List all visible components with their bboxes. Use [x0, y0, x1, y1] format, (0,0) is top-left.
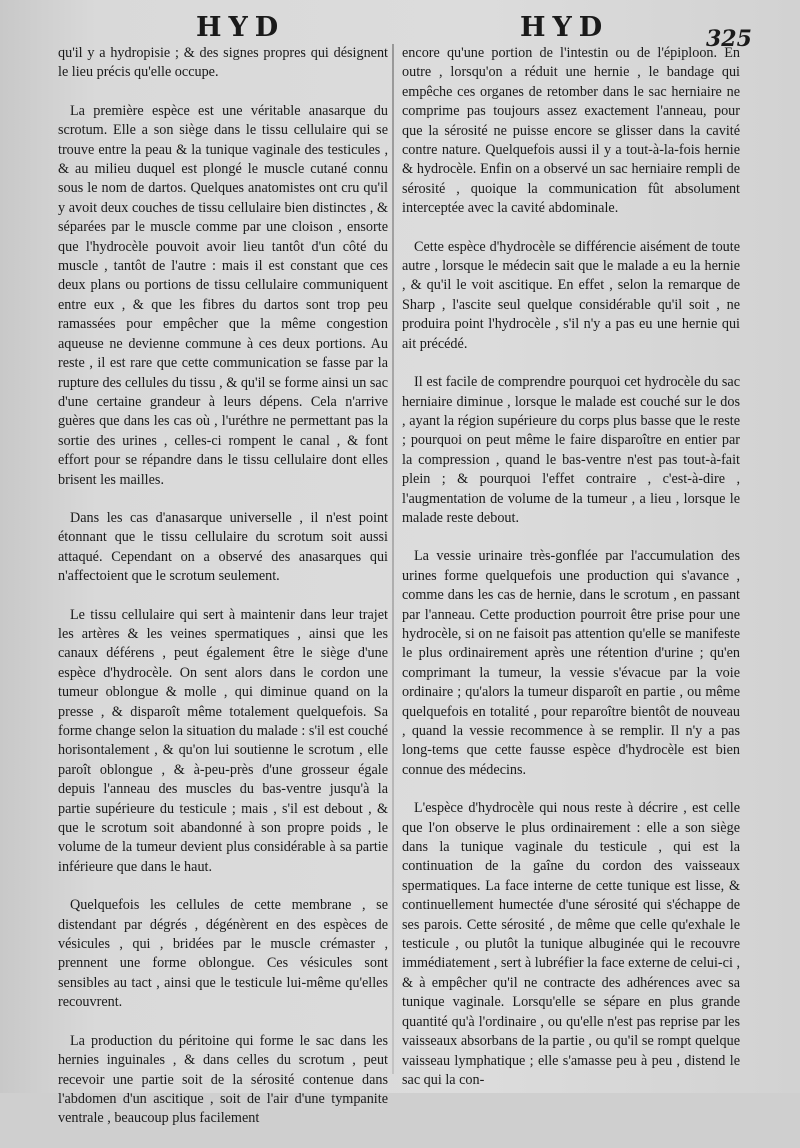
paragraph: Le tissu cellulaire qui sert à maintenir dans leur trajet les artères & les veines spermatiques , ainsi que les canaux déférens , peut également être le siège d'une espèce d'hydrocèle. On sent alors dans le cordon une tumeur oblongue & molle , qui diminue quand on la presse , & disparoît même totalement quelquefois. Sa forme change selon la situation du malade : s'il est couché horisontalement , & qu'on lui soutienne le scrotum , elle paroît oblongue , & à-peu-près d'une grosseur égale depuis l'anneau des muscles du bas-ventre jusqu'à la partie supérieure du testicule ; mais , s'il est debout , & que le scrotum soit abandonné à son propre poids , le volume de la tumeur devient plus considérable à sa partie inférieure que dans le haut.: [58, 606, 388, 875]
column-divider: [392, 44, 394, 1074]
paragraph: La vessie urinaire très-gonflée par l'accumulation des urines forme quelquefois une production qui s'avance , comme dans les cas de hernie, dans le scrotum , en passant par l'anneau. Cette production pourroit être prise pour une hydrocèle, si on ne faisoit pas attention qu'elle se manifeste le plus ordinairement après une rétention d'urine ; qu'en comprimant la tumeur, la vessie s'évacue par la voie ordinaire ; qu'alors la tumeur disparoît en partie , ou même quelquefois en totalité , pour reparoître bientôt de nouveau , quand la vessie recommence à se remplir. Il n'y a pas long-tems que cette fausse espèce d'hydrocèle est bien connue des médecins.: [402, 548, 740, 778]
running-head: [0, 12, 800, 52]
paragraph: L'espèce d'hydrocèle qui nous reste à décrire , est celle que l'on observe le plus ordinairement : elle a son siège dans la tunique vaginale du testicule , qui est la continuation de la gaîne du cordon des vaisseaux spermatiques. La face interne de cette tunique est lisse, & continuellement humectée d'une sérosité qui s'échappe de ses parois. Cette sérosité , de même que celle qu'exhale le testicule , ou plutôt la tunique albuginée qui le recouvre immédiatement , sert à lubréfier la face externe de celui-ci , & à empêcher qu'il ne contracte des adhérences avec sa tunique vaginale. Lorsqu'elle se sépare en plus grande quantité qu'à l'ordinaire , ou qu'elle n'est pas reprise par les vaisseaux absorbans de la partie , ou qu'il se rompt quelque vaisseau lymphatique ; elle s'amasse peu à peu , distend le sac qui la con-: [402, 800, 740, 1088]
paragraph: Quelquefois les cellules de cette membrane , se distendant par dégrés , dégénèrent en des espèces de vésicules , qui , bridées par le muscle crémaster , prennent une forme oblongue. Ces vésicules sont sensibles au tact , ainsi que le testicule lui-même qu'elles recouvrent.: [58, 897, 388, 1011]
right-column: [402, 44, 740, 1109]
paragraph: La production du péritoine qui forme le sac dans les hernies inguinales , & dans celles du scrotum , peut recevoir une partie soit de la sérosité contenue dans l'abdomen d'un ascitique , soit de l'air d'une tympanite ventrale , beaucoup plus facilement: [58, 1032, 388, 1127]
paragraph: Il est facile de comprendre pourquoi cet hydrocèle du sac herniaire diminue , lorsque le malade est couché sur le dos , ayant la région supérieure du corps plus basse que le reste ; pourquoi on peut même le faire disparoître en entier par la compression , quand le bas-ventre n'est pas tout-à-fait plein ; & pourquoi l'effet contraire , c'est-à-dire , l'augmentation de volume de la tumeur , a lieu , lorsque le malade reste debout.: [402, 374, 740, 526]
paragraph: La première espèce est une véritable anasarque du scrotum. Elle a son siège dans le tissu cellulaire qui se trouve entre la peau & la tunique vaginale des testicules , & au milieu duquel est plongé le muscle cutané connu sous le nom de dartos. Quelques anatomistes ont cru qu'il y avoit deux couches de tissu cellulaire bien distinctes , & séparées par le muscle comme par une cloison , ensorte que l'hydrocèle pouvoit avoir lieu tantôt d'un côté du muscle , tantôt de l'autre : mais il est constant que ces deux plans ou portions de tissu cellulaire communiquent entre eux , & que les fibres du dartos sont trop peu ramassées pour empêcher que la même congestion aqueuse ne devienne commune à ces deux portions. Au reste , il est rare que cette communication se fasse par la rupture des cellules du tissu , & qu'il se forme ainsi un sac d'une certaine grandeur à leurs dépens. Cela n'arrive guères que dans les cas où , l'uréthre ne permettant pas la sortie des urines , celles-ci rompent le canal , & font effort pour se répandre dans le tissu cellulaire dont elles brisent les mailles.: [58, 102, 388, 488]
page-number: 325: [706, 26, 752, 52]
paragraph: Cette espèce d'hydrocèle se différencie aisément de toute autre , lorsque le médecin sait que le malade a eu la hernie , & qu'il le voit ascitique. En effet , selon la remarque de Sharp , l'ascite seul quelque considérable qu'il soit , ne produira point l'hydrocèle , s'il n'y a pas eu une hernie qui ait précédé.: [402, 238, 740, 352]
left-running-head: HYD: [196, 12, 286, 43]
right-running-head: HYD: [520, 12, 610, 43]
paragraph: encore qu'une portion de l'intestin ou de l'épiploon. En outre , lorsqu'on a réduit une hernie , le bandage qui empêche ces organes de retomber dans le sac herniaire ne comprime pas toujours assez exactement l'anneau, pour que la sérosité ne puisse encore se glisser dans la cavité contre nature. Quelquefois aussi il y a tout-à-la-fois hernie & hydrocèle. Enfin on a observé un sac herniaire rempli de sérosité , quoique la communication fût absolument interceptée avec la cavité abdominale.: [402, 45, 740, 217]
left-column: [58, 44, 388, 1148]
paragraph: qu'il y a hydropisie ; & des signes propres qui désignent le lieu précis qu'elle occupe.: [58, 45, 388, 81]
paragraph: Dans les cas d'anasarque universelle , il n'est point étonnant que le tissu cellulaire du scrotum soit aussi attaqué. Cependant on a observé des anasarques qui n'affectoient que le scrotum seulement.: [58, 509, 388, 585]
